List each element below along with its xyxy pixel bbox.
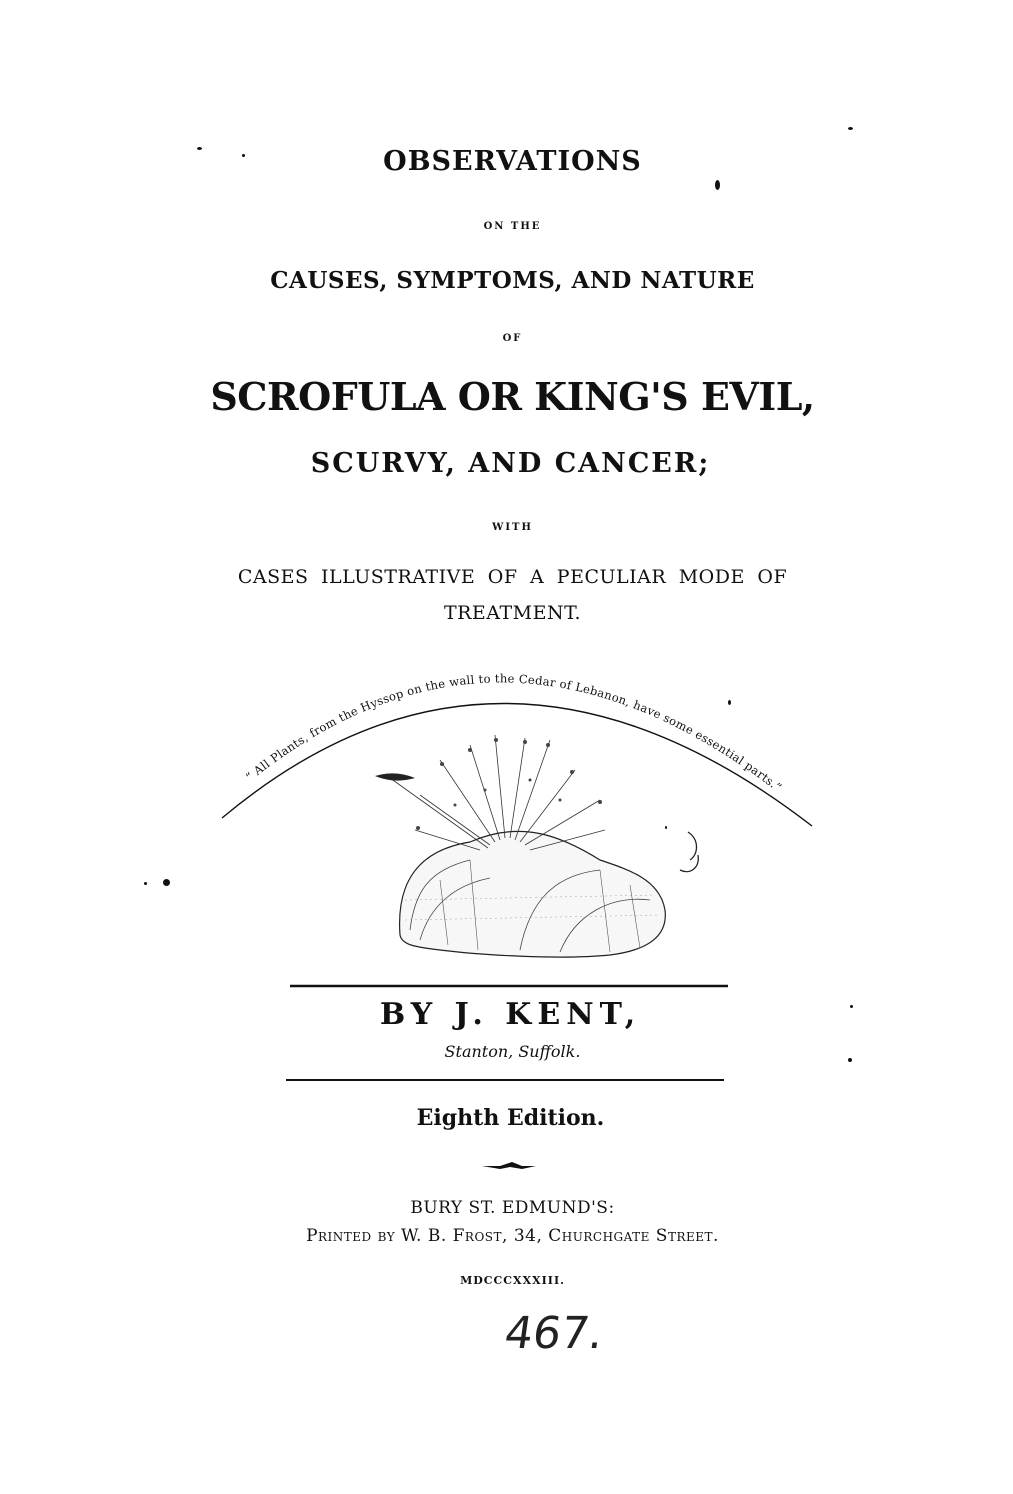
margin-mark xyxy=(680,832,698,872)
motto-text: “ All Plants, from the Hyssop on the wall to the Cedar of Lebanon, have some essential parts.” xyxy=(242,671,785,795)
speck xyxy=(144,882,147,885)
publication-year: MDCCCXXXIII. xyxy=(460,1274,565,1287)
speck xyxy=(242,154,245,157)
subtitle: SCURVY, AND CANCER; xyxy=(310,448,711,479)
rock-plant-engraving xyxy=(375,735,665,957)
speck xyxy=(850,1005,853,1008)
speck xyxy=(715,180,720,190)
speck xyxy=(665,826,667,829)
author-place: Stanton, Suffolk. xyxy=(444,1042,581,1061)
connector-on-the: ON THE xyxy=(483,221,542,232)
ornament-dash xyxy=(482,1162,536,1169)
heading-causes: CAUSES, SYMPTOMS, AND NATURE xyxy=(270,267,755,294)
speck xyxy=(848,1058,852,1062)
speck xyxy=(728,700,731,705)
cases-line-2: TREATMENT. xyxy=(443,602,582,624)
printer-line: Printed by W. B. Frost, 34, Churchgate Street. xyxy=(306,1226,719,1246)
speck xyxy=(197,147,202,150)
connector-of: OF xyxy=(502,333,523,344)
handwritten-shelf-mark: 467. xyxy=(501,1308,607,1359)
cases-line-1: CASES ILLUSTRATIVE OF A PECULIAR MODE OF xyxy=(237,566,788,588)
motto-arc-line xyxy=(222,703,812,826)
speck xyxy=(848,127,853,130)
heading-observations: OBSERVATIONS xyxy=(383,146,642,177)
main-title: SCROFULA OR KING'S EVIL, xyxy=(210,374,815,419)
author-name: BY J. KENT, xyxy=(379,997,642,1032)
connector-with: WITH xyxy=(492,522,533,533)
speck xyxy=(163,879,170,886)
imprint-place: BURY ST. EDMUND'S: xyxy=(410,1198,615,1218)
edition: Eighth Edition. xyxy=(416,1105,605,1131)
